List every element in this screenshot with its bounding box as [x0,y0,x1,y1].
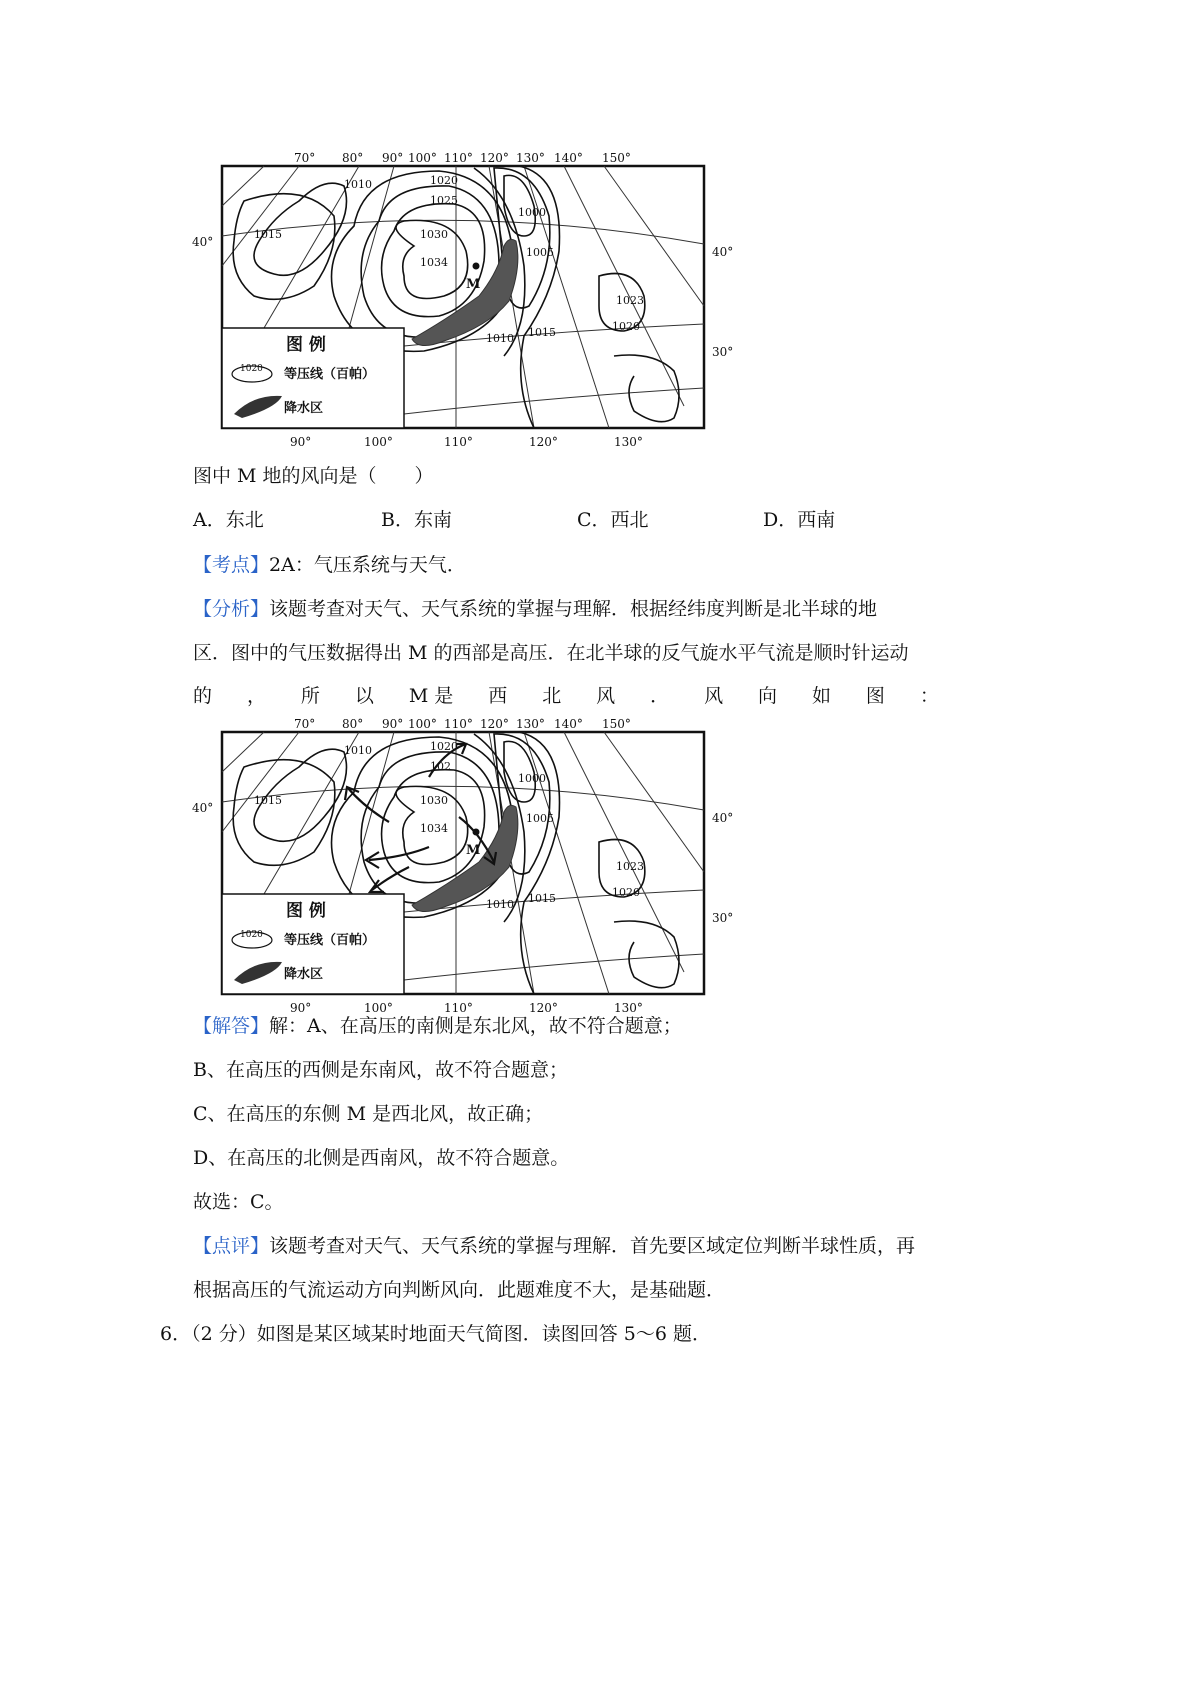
jieda-text-1: 解：A、在高压的南侧是东北风，故不符合题意； [269,1015,682,1037]
bottom-lon-130: 130° [614,435,643,449]
isobar-label-1010-south: 1010 [486,332,514,345]
fenxi-line-2: 区．图中的气压数据得出 M 的西部是高压．在北半球的反气旋水平气流是顺时针运动 [193,642,909,664]
bottom-lon-100: 100° [364,435,393,449]
answer-options [193,508,973,532]
meridian-150 [604,166,704,306]
isobar-label-1034: 1034 [420,256,448,269]
top-lon-150: 150° [602,717,631,731]
lat-right-40: 40° [712,245,734,259]
isobar-label-1005: 1005 [526,812,554,825]
fenxi-line-3 [193,684,939,708]
top-lon-130: 130° [516,717,545,731]
dianping-line-2: 根据高压的气流运动方向判断风向．此题难度不大，是基础题． [193,1279,726,1301]
next-question: 6．（2 分）如图是某区域某时地面天气简图．读图回答 5～6 题． [160,1323,711,1345]
bottom-lon-130: 130° [614,1001,643,1015]
dianping-text-1: 该题考查对天气、天气系统的掌握与理解．首先要区域定位判断半球性质，再 [269,1235,916,1257]
weather-map-1 [192,151,744,456]
point-m-label: M [466,277,481,292]
jieda-tag: 【解答】 [193,1015,270,1037]
isobar-label-1010-south: 1010 [486,898,514,911]
isobar-label-1020: 1020 [430,740,458,753]
bottom-lon-90: 90° [290,1001,312,1015]
legend-title: 图 例 [286,335,326,355]
dianping-tag: 【点评】 [193,1235,270,1257]
jieda-line-5: 故选：C。 [193,1191,284,1213]
meridian-140 [564,166,684,406]
lat-left-40: 40° [192,801,214,815]
fenxi-word: ， [246,685,266,707]
legend-isobar-text: 等压线（百帕） [284,367,376,382]
fenxi-word: 以 [354,685,374,707]
isobar-label-1020: 1020 [430,174,458,187]
isobar-label-1034: 1034 [420,822,448,835]
isobar-label-1015-south: 1015 [528,892,556,905]
isobar-label-1005: 1005 [526,246,554,259]
fenxi-word: 西 [488,685,508,707]
fenxi-word: 向 [758,685,778,707]
weather-map-2-svg [192,717,744,1022]
point-m-marker [473,263,480,270]
weather-map-1-svg [192,151,744,456]
isobar-label-1025: 1025 [430,194,458,207]
option-d: D．西南 [763,509,836,531]
legend-isobar-sample: 1020 [240,364,263,374]
option-c: C．西北 [577,509,649,531]
fenxi-line-1 [193,597,877,621]
top-lon-130: 130° [516,151,545,165]
top-lon-150: 150° [602,151,631,165]
fenxi-tag: 【分析】 [193,598,270,620]
jieda-line-4: D、在高压的北侧是西南风，故不符合题意。 [193,1147,570,1169]
isobar-label-1015: 1015 [254,794,282,807]
top-lon-90: 90° [382,151,404,165]
meridian-70 [222,732,264,772]
meridian-150 [604,732,704,872]
lat-20-line [404,388,704,414]
isobar-label-1023: 1023 [616,860,644,873]
top-lon-140: 140° [554,717,583,731]
fenxi-text-1: 该题考查对天气、天气系统的掌握与理解．根据经纬度判断是北半球的地 [269,598,878,620]
isobar-label-1010: 1010 [344,744,372,757]
lat-right-30: 30° [712,345,734,359]
fenxi-word: 图 [865,685,885,707]
top-lon-100: 100° [408,151,437,165]
jieda-line-2: B、在高压的西侧是东南风，故不符合题意； [193,1059,568,1081]
kaodian-line [193,553,466,577]
top-lon-70: 70° [294,151,316,165]
top-lon-110: 110° [444,717,473,731]
top-lon-100: 100° [408,717,437,731]
isobar-label-1020-east: 1020 [612,886,640,899]
legend-isobar-sample: 1020 [240,930,263,940]
jieda-line-1 [193,1014,682,1038]
top-lon-140: 140° [554,151,583,165]
isobar-label-1000: 1000 [518,206,546,219]
top-lon-80: 80° [342,717,364,731]
legend-title: 图 例 [286,901,326,921]
isobar-label-1023: 1023 [616,294,644,307]
fenxi-word: 所 [300,685,320,707]
fenxi-word: 如 [811,685,831,707]
isobar-label-1015: 1015 [254,228,282,241]
isobar-label-1030: 1030 [420,794,448,807]
isobar-label-1020-east: 1020 [612,320,640,333]
isobar-label-partial: 102 [430,760,451,773]
legend-rain-text: 降水区 [284,401,324,416]
legend-isobar-text: 等压线（百帕） [284,933,376,948]
isobar-label-1000: 1000 [518,772,546,785]
meridian-140 [564,732,684,972]
point-m-label: M [466,843,481,858]
fenxi-word: 的 [193,685,213,707]
fenxi-word: M 是 [408,685,454,707]
lat-right-30: 30° [712,911,734,925]
lat-20-line [404,954,704,980]
option-b: B．东南 [381,509,452,531]
fenxi-word: 北 [542,685,562,707]
bottom-lon-120: 120° [529,1001,558,1015]
lat-left-40: 40° [192,235,214,249]
kaodian-tag: 【考点】 [193,554,270,576]
bottom-lon-100: 100° [364,1001,393,1015]
top-lon-70: 70° [294,717,316,731]
weather-map-2 [192,717,744,1022]
isobar-label-1030: 1030 [420,228,448,241]
fenxi-word: 风 [704,685,724,707]
kaodian-text: 2A：气压系统与天气． [269,554,466,576]
wind-arrow-south [372,867,409,890]
top-lon-110: 110° [444,151,473,165]
lat-40-line [222,786,704,810]
lat-40-line [222,220,704,244]
meridian-70 [222,166,264,206]
fenxi-word: ． [650,685,670,707]
legend-rain-text: 降水区 [284,967,324,982]
isobar-label-1015-south: 1015 [528,326,556,339]
bottom-lon-120: 120° [529,435,558,449]
fenxi-word: ： [919,685,939,707]
bottom-lon-110: 110° [444,435,473,449]
question-stem: 图中 M 地的风向是（ ） [193,465,434,487]
jieda-line-3: C、在高压的东侧 M 是西北风，故正确； [193,1103,544,1125]
fenxi-word: 风 [596,685,616,707]
option-a: A．东北 [193,509,264,531]
bottom-lon-90: 90° [290,435,312,449]
top-lon-120: 120° [480,717,509,731]
lat-right-40: 40° [712,811,734,825]
top-lon-80: 80° [342,151,364,165]
top-lon-120: 120° [480,151,509,165]
isobar-label-1010: 1010 [344,178,372,191]
dianping-line-1 [193,1234,915,1258]
top-lon-90: 90° [382,717,404,731]
bottom-lon-110: 110° [444,1001,473,1015]
